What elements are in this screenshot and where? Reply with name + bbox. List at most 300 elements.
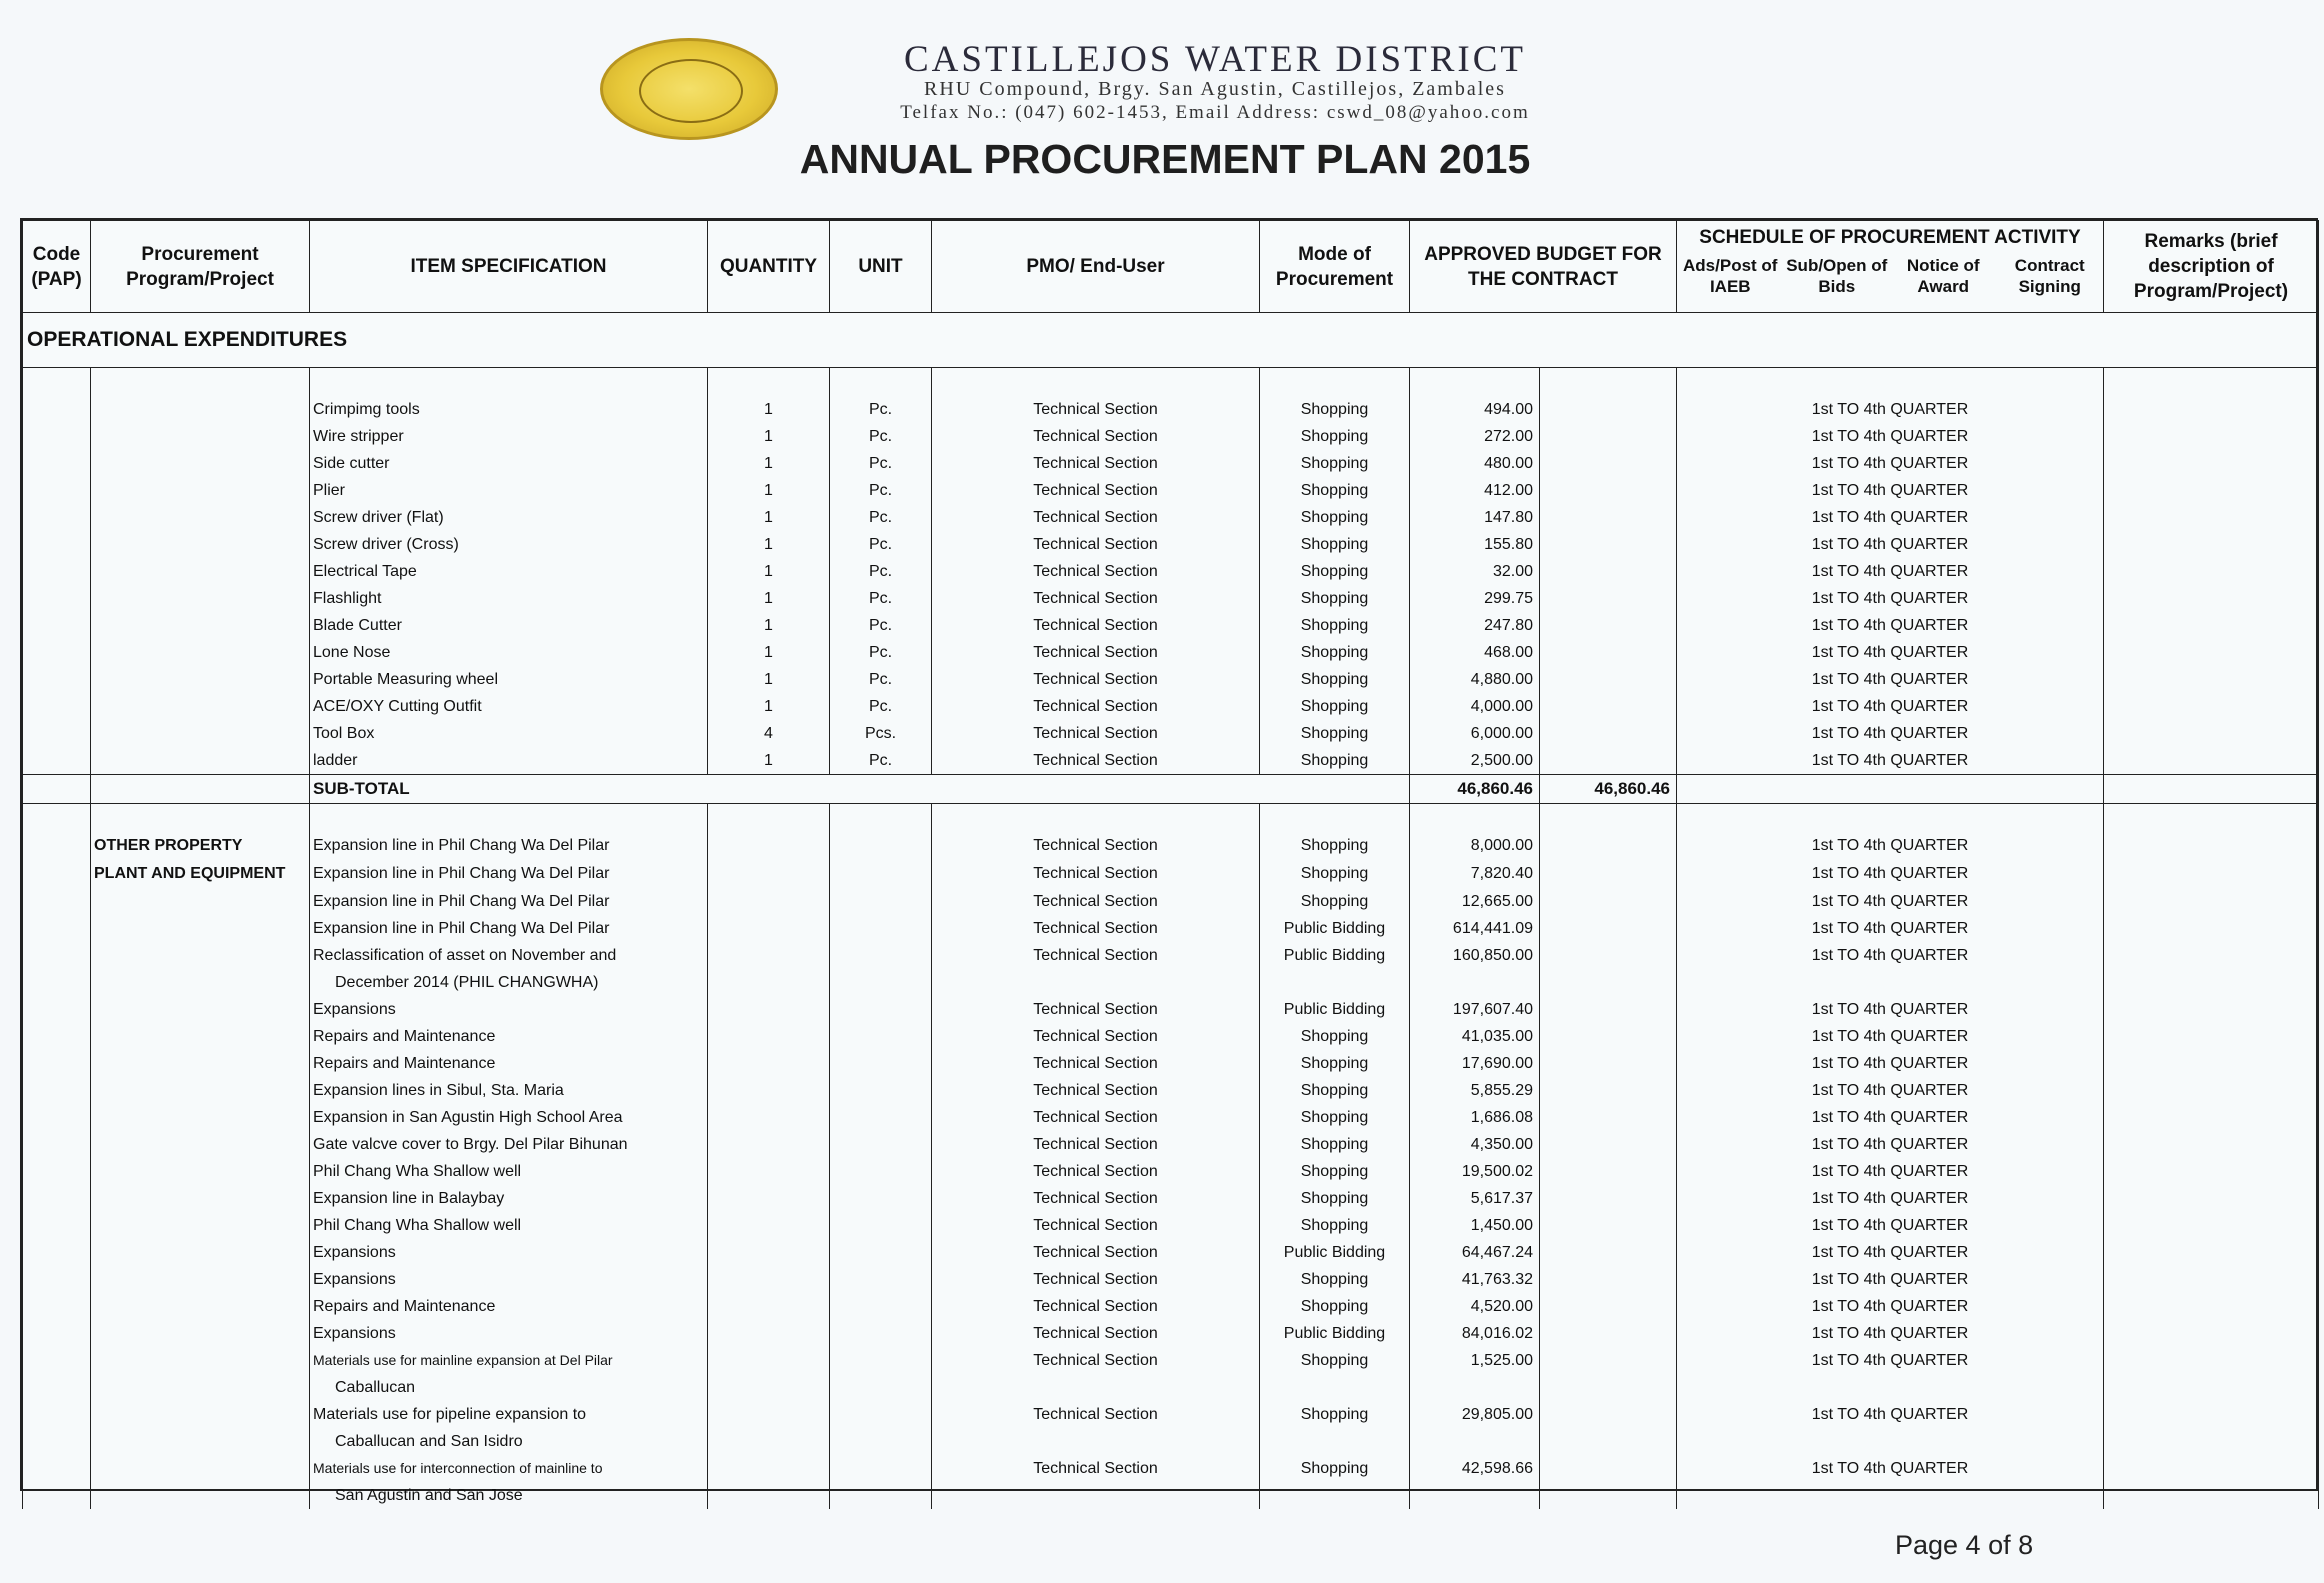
- table-row: [23, 1212, 2319, 1239]
- spec-cell: [310, 860, 708, 888]
- spec-text: Materials use for mainline expansion at Del Pilar: [313, 1352, 613, 1368]
- unit-cell: [830, 1401, 932, 1455]
- mode-cell: Shopping: [1260, 1158, 1410, 1185]
- remarks-cell: [2104, 612, 2319, 639]
- quantity-cell: [708, 1212, 830, 1239]
- code-cell: [23, 666, 91, 693]
- remarks-cell: [2104, 639, 2319, 666]
- district-seal-icon: [600, 38, 778, 140]
- pmo-cell: Technical Section: [932, 832, 1260, 860]
- amount-cell: 29,805.00: [1410, 1401, 1540, 1455]
- total-cell: [1540, 1401, 1677, 1455]
- pmo-cell: Technical Section: [932, 1347, 1260, 1401]
- schedule-cell: 1st TO 4th QUARTER: [1677, 1401, 2104, 1455]
- table-row: [23, 666, 2319, 693]
- quantity-cell: [708, 1185, 830, 1212]
- pmo-cell: Technical Section: [932, 1401, 1260, 1455]
- program-cell: [91, 888, 310, 915]
- remarks-cell: [2104, 531, 2319, 558]
- mode-cell: Shopping: [1260, 1023, 1410, 1050]
- amount-cell: 17,690.00: [1410, 1050, 1540, 1077]
- quantity-cell: [708, 1158, 830, 1185]
- schedule-cell: 1st TO 4th QUARTER: [1677, 915, 2104, 942]
- amount-cell: 272.00: [1410, 423, 1540, 450]
- schedule-title: SCHEDULE OF PROCUREMENT ACTIVITY: [1699, 227, 2081, 248]
- program-cell: [91, 1347, 310, 1401]
- unit-cell: [830, 1347, 932, 1401]
- total-cell: [1540, 639, 1677, 666]
- unit-cell: [830, 1158, 932, 1185]
- pmo-cell: Technical Section: [932, 942, 1260, 996]
- pmo-cell: Technical Section: [932, 558, 1260, 585]
- remarks-cell: [2104, 888, 2319, 915]
- amount-cell: 4,520.00: [1410, 1293, 1540, 1320]
- table-row: [23, 1239, 2319, 1266]
- schedule-cell: 1st TO 4th QUARTER: [1677, 1050, 2104, 1077]
- table-row: [23, 423, 2319, 450]
- code-cell: [23, 1050, 91, 1077]
- spec-cell: [310, 1455, 708, 1509]
- mode-cell: Public Bidding: [1260, 996, 1410, 1023]
- remarks-cell: [2104, 423, 2319, 450]
- unit-cell: Pc.: [830, 423, 932, 450]
- table-row: [23, 693, 2319, 720]
- spec-cell: [310, 996, 708, 1023]
- header-unit: UNIT: [830, 221, 932, 313]
- total-cell: [1540, 1185, 1677, 1212]
- amount-cell: 494.00: [1410, 396, 1540, 423]
- total-cell: [1540, 860, 1677, 888]
- program-cell: [91, 612, 310, 639]
- schedule-cell: 1st TO 4th QUARTER: [1677, 942, 2104, 996]
- spec-cell: [310, 888, 708, 915]
- schedule-cell: 1st TO 4th QUARTER: [1677, 693, 2104, 720]
- quantity-cell: [708, 1131, 830, 1158]
- spec-cell: Plier: [310, 477, 708, 504]
- spacer-row: [23, 804, 2319, 833]
- quantity-cell: [708, 1401, 830, 1455]
- unit-cell: Pc.: [830, 693, 932, 720]
- remarks-cell: [2104, 1131, 2319, 1158]
- table-row: [23, 531, 2319, 558]
- table-row: [23, 1455, 2319, 1509]
- spec-cell: Side cutter: [310, 450, 708, 477]
- total-cell: [1540, 1293, 1677, 1320]
- schedule-cell: 1st TO 4th QUARTER: [1677, 1320, 2104, 1347]
- empty-cell: [932, 368, 1260, 397]
- remarks-cell: [2104, 775, 2319, 804]
- program-cell: [91, 504, 310, 531]
- spec-text: Reclassification of asset on November and: [313, 947, 617, 964]
- code-cell: [23, 1455, 91, 1509]
- remarks-cell: [2104, 1023, 2319, 1050]
- schedule-cell: 1st TO 4th QUARTER: [1677, 666, 2104, 693]
- total-cell: [1540, 477, 1677, 504]
- unit-cell: Pcs.: [830, 720, 932, 747]
- mode-cell: Shopping: [1260, 1455, 1410, 1509]
- remarks-cell: [2104, 1266, 2319, 1293]
- code-cell: [23, 747, 91, 775]
- mode-cell: Shopping: [1260, 612, 1410, 639]
- schedule-cell: 1st TO 4th QUARTER: [1677, 504, 2104, 531]
- pmo-cell: Technical Section: [932, 450, 1260, 477]
- spec-cell: [310, 1077, 708, 1104]
- program-cell: [91, 585, 310, 612]
- spec-cell: [310, 1050, 708, 1077]
- mode-cell: Shopping: [1260, 1077, 1410, 1104]
- code-cell: [23, 996, 91, 1023]
- remarks-cell: [2104, 666, 2319, 693]
- schedule-ads: Ads/Post of IAEB: [1683, 256, 1778, 296]
- schedule-cell: 1st TO 4th QUARTER: [1677, 832, 2104, 860]
- quantity-cell: [708, 1023, 830, 1050]
- schedule-cell: 1st TO 4th QUARTER: [1677, 860, 2104, 888]
- spec-text: Repairs and Maintenance: [313, 1055, 496, 1072]
- unit-cell: [830, 1320, 932, 1347]
- quantity-cell: [708, 1266, 830, 1293]
- program-cell: [91, 775, 310, 804]
- section-label: OPERATIONAL EXPENDITURES: [23, 313, 2319, 368]
- pmo-cell: Technical Section: [932, 531, 1260, 558]
- total-cell: [1540, 450, 1677, 477]
- remarks-cell: [2104, 477, 2319, 504]
- mode-cell: Shopping: [1260, 1185, 1410, 1212]
- spec-text: Expansion line in Phil Chang Wa Del Pilar: [313, 893, 610, 910]
- header-pmo: PMO/ End-User: [932, 221, 1260, 313]
- total-cell: [1540, 915, 1677, 942]
- spec-cell: Flashlight: [310, 585, 708, 612]
- schedule-cell: 1st TO 4th QUARTER: [1677, 1185, 2104, 1212]
- mode-cell: Shopping: [1260, 720, 1410, 747]
- quantity-cell: 1: [708, 558, 830, 585]
- code-cell: [23, 423, 91, 450]
- amount-cell: 247.80: [1410, 612, 1540, 639]
- table-row: [23, 1266, 2319, 1293]
- program-cell: [91, 1104, 310, 1131]
- header-quantity: QUANTITY: [708, 221, 830, 313]
- empty-cell: [1260, 804, 1410, 833]
- total-cell: [1540, 504, 1677, 531]
- empty-cell: [1410, 804, 1540, 833]
- program-cell: [91, 531, 310, 558]
- total-cell: [1540, 1158, 1677, 1185]
- pmo-cell: Technical Section: [932, 504, 1260, 531]
- amount-cell: 2,500.00: [1410, 747, 1540, 775]
- procurement-table: [20, 218, 2318, 1504]
- unit-cell: [830, 1212, 932, 1239]
- schedule-cell: 1st TO 4th QUARTER: [1677, 888, 2104, 915]
- unit-cell: [830, 915, 932, 942]
- org-contact: Telfax No.: (047) 602-1453, Email Address: cswd_08@yahoo.com: [900, 102, 1530, 123]
- total-cell: [1540, 396, 1677, 423]
- schedule-sub-open: Sub/Open of Bids: [1786, 256, 1888, 296]
- amount-cell: 41,763.32: [1410, 1266, 1540, 1293]
- remarks-cell: [2104, 1455, 2319, 1509]
- pmo-cell: Technical Section: [932, 860, 1260, 888]
- remarks-cell: [2104, 747, 2319, 775]
- mode-cell: Public Bidding: [1260, 915, 1410, 942]
- empty-cell: [2104, 804, 2319, 833]
- mode-cell: Public Bidding: [1260, 1239, 1410, 1266]
- remarks-cell: [2104, 1320, 2319, 1347]
- spec-text: Phil Chang Wha Shallow well: [313, 1217, 522, 1234]
- unit-cell: Pc.: [830, 747, 932, 775]
- empty-cell: [23, 804, 91, 833]
- program-cell: [91, 1320, 310, 1347]
- spec-cell: ACE/OXY Cutting Outfit: [310, 693, 708, 720]
- program-cell: [91, 1050, 310, 1077]
- unit-cell: Pc.: [830, 612, 932, 639]
- quantity-cell: 1: [708, 585, 830, 612]
- mode-cell: Shopping: [1260, 450, 1410, 477]
- table-row: [23, 1131, 2319, 1158]
- program-cell: [91, 639, 310, 666]
- table-row: [23, 747, 2319, 775]
- spec-cell: Wire stripper: [310, 423, 708, 450]
- quantity-cell: 1: [708, 531, 830, 558]
- mode-cell: Shopping: [1260, 639, 1410, 666]
- program-cell: [91, 720, 310, 747]
- mode-cell: Shopping: [1260, 832, 1410, 860]
- amount-cell: 84,016.02: [1410, 1320, 1540, 1347]
- pmo-cell: Technical Section: [932, 1023, 1260, 1050]
- quantity-cell: 1: [708, 666, 830, 693]
- remarks-cell: [2104, 832, 2319, 860]
- total-cell: [1540, 1050, 1677, 1077]
- quantity-cell: [708, 888, 830, 915]
- pmo-cell: Technical Section: [932, 1185, 1260, 1212]
- amount-cell: 160,850.00: [1410, 942, 1540, 996]
- unit-cell: Pc.: [830, 639, 932, 666]
- total-cell: [1540, 558, 1677, 585]
- unit-cell: [830, 1266, 932, 1293]
- remarks-cell: [2104, 942, 2319, 996]
- unit-cell: Pc.: [830, 585, 932, 612]
- program-cell: [91, 1401, 310, 1455]
- total-cell: [1540, 531, 1677, 558]
- program-cell: [91, 1212, 310, 1239]
- header-mode: Mode of Procurement: [1260, 221, 1410, 313]
- spec-text: Phil Chang Wha Shallow well: [313, 1163, 522, 1180]
- remarks-cell: [2104, 1347, 2319, 1401]
- program-cell: [91, 1293, 310, 1320]
- amount-cell: 8,000.00: [1410, 832, 1540, 860]
- quantity-cell: [708, 832, 830, 860]
- unit-cell: [830, 1131, 932, 1158]
- spec-cell: [310, 1320, 708, 1347]
- amount-cell: 299.75: [1410, 585, 1540, 612]
- code-cell: [23, 915, 91, 942]
- quantity-cell: 1: [708, 693, 830, 720]
- quantity-cell: [708, 915, 830, 942]
- total-cell: [1540, 1023, 1677, 1050]
- schedule-cell: 1st TO 4th QUARTER: [1677, 1158, 2104, 1185]
- spec-text: Materials use for pipeline expansion to: [313, 1406, 587, 1423]
- table-row: [23, 915, 2319, 942]
- unit-cell: [830, 942, 932, 996]
- remarks-cell: [2104, 915, 2319, 942]
- schedule-cell: 1st TO 4th QUARTER: [1677, 558, 2104, 585]
- program-cell: [91, 693, 310, 720]
- empty-cell: [1540, 804, 1677, 833]
- header-spec: ITEM SPECIFICATION: [310, 221, 708, 313]
- empty-cell: [1540, 368, 1677, 397]
- program-cell: [91, 450, 310, 477]
- spec-cell: [310, 1158, 708, 1185]
- code-cell: [23, 1023, 91, 1050]
- pmo-cell: Technical Section: [932, 585, 1260, 612]
- pmo-cell: Technical Section: [932, 1131, 1260, 1158]
- unit-cell: [830, 996, 932, 1023]
- schedule-cell: 1st TO 4th QUARTER: [1677, 1212, 2104, 1239]
- schedule-cell: 1st TO 4th QUARTER: [1677, 477, 2104, 504]
- total-cell: [1540, 888, 1677, 915]
- table-row: [23, 477, 2319, 504]
- document-title: ANNUAL PROCUREMENT PLAN 2015: [799, 136, 1531, 182]
- quantity-cell: [708, 1347, 830, 1401]
- program-cell: [91, 1158, 310, 1185]
- spec-text: Expansions: [313, 1001, 396, 1018]
- unit-cell: Pc.: [830, 396, 932, 423]
- remarks-cell: [2104, 1158, 2319, 1185]
- pmo-cell: Technical Section: [932, 477, 1260, 504]
- total-cell: [1540, 1320, 1677, 1347]
- empty-cell: [932, 804, 1260, 833]
- schedule-cell: 1st TO 4th QUARTER: [1677, 1293, 2104, 1320]
- schedule-cell: 1st TO 4th QUARTER: [1677, 1455, 2104, 1509]
- amount-cell: 4,000.00: [1410, 693, 1540, 720]
- remarks-cell: [2104, 585, 2319, 612]
- quantity-cell: [708, 1239, 830, 1266]
- org-address: RHU Compound, Brgy. San Agustin, Castillejos, Zambales: [924, 78, 1506, 100]
- table-row: [23, 639, 2319, 666]
- table-row: [23, 1077, 2319, 1104]
- unit-cell: [830, 1023, 932, 1050]
- program-cell: [91, 1023, 310, 1050]
- total-cell: [1540, 666, 1677, 693]
- code-cell: [23, 860, 91, 888]
- quantity-cell: 1: [708, 747, 830, 775]
- spec-cell: [310, 915, 708, 942]
- total-cell: [1540, 1131, 1677, 1158]
- remarks-cell: [2104, 558, 2319, 585]
- spec-cell: [310, 1212, 708, 1239]
- org-name: CASTILLEJOS WATER DISTRICT: [903, 39, 1527, 80]
- spec-text: Expansion lines in Sibul, Sta. Maria: [313, 1082, 564, 1099]
- unit-cell: [830, 1185, 932, 1212]
- pmo-cell: Technical Section: [932, 1320, 1260, 1347]
- code-cell: [23, 639, 91, 666]
- schedule-contract: Contract Signing: [2014, 256, 2085, 296]
- total-cell: [1540, 1212, 1677, 1239]
- mode-cell: Shopping: [1260, 585, 1410, 612]
- amount-cell: 19,500.02: [1410, 1158, 1540, 1185]
- table-row: [23, 1401, 2319, 1455]
- spec-cell: [310, 1239, 708, 1266]
- program-cell: [91, 747, 310, 775]
- table-row: [23, 832, 2319, 860]
- code-cell: [23, 1320, 91, 1347]
- remarks-cell: [2104, 1185, 2319, 1212]
- schedule-cell: 1st TO 4th QUARTER: [1677, 585, 2104, 612]
- spec-cell: [310, 1185, 708, 1212]
- total-cell: [1540, 1077, 1677, 1104]
- spec-cell: [310, 1266, 708, 1293]
- section-row: [23, 313, 2319, 368]
- amount-cell: 197,607.40: [1410, 996, 1540, 1023]
- empty-cell: [1410, 368, 1540, 397]
- schedule-cell: 1st TO 4th QUARTER: [1677, 1266, 2104, 1293]
- schedule-cell: 1st TO 4th QUARTER: [1677, 396, 2104, 423]
- remarks-cell: [2104, 450, 2319, 477]
- spec-text: Expansion line in Phil Chang Wa Del Pilar: [313, 865, 610, 882]
- header-code: Code (PAP): [23, 221, 91, 313]
- total-cell: [1540, 423, 1677, 450]
- pmo-cell: Technical Section: [932, 666, 1260, 693]
- unit-cell: [830, 1050, 932, 1077]
- unit-cell: [830, 1239, 932, 1266]
- total-cell: [1540, 832, 1677, 860]
- header-remarks: Remarks (brief description of Program/Project): [2104, 221, 2319, 313]
- amount-cell: 42,598.66: [1410, 1455, 1540, 1509]
- amount-cell: 41,035.00: [1410, 1023, 1540, 1050]
- unit-cell: [830, 860, 932, 888]
- code-cell: [23, 1239, 91, 1266]
- total-cell: [1540, 1239, 1677, 1266]
- quantity-cell: [708, 1077, 830, 1104]
- code-cell: [23, 693, 91, 720]
- mode-cell: Shopping: [1260, 1104, 1410, 1131]
- total-cell: [1540, 720, 1677, 747]
- table-row: [23, 585, 2319, 612]
- table-row: [23, 1050, 2319, 1077]
- table-row: [23, 504, 2319, 531]
- pmo-cell: Technical Section: [932, 996, 1260, 1023]
- mode-cell: Shopping: [1260, 693, 1410, 720]
- empty-cell: [310, 368, 708, 397]
- program-cell: [91, 1455, 310, 1509]
- mode-cell: Shopping: [1260, 531, 1410, 558]
- remarks-cell: [2104, 1050, 2319, 1077]
- unit-cell: Pc.: [830, 531, 932, 558]
- unit-cell: Pc.: [830, 504, 932, 531]
- mode-cell: Shopping: [1260, 1347, 1410, 1401]
- remarks-cell: [2104, 504, 2319, 531]
- amount-cell: 4,350.00: [1410, 1131, 1540, 1158]
- schedule-cell: 1st TO 4th QUARTER: [1677, 996, 2104, 1023]
- spec-cell: Screw driver (Flat): [310, 504, 708, 531]
- code-cell: [23, 504, 91, 531]
- spec-cell: [310, 1401, 708, 1455]
- table-row: [23, 1185, 2319, 1212]
- quantity-cell: 1: [708, 396, 830, 423]
- table-row: [23, 612, 2319, 639]
- amount-cell: 5,617.37: [1410, 1185, 1540, 1212]
- remarks-cell: [2104, 693, 2319, 720]
- total-cell: [1540, 585, 1677, 612]
- table-row: [23, 942, 2319, 996]
- remarks-cell: [2104, 396, 2319, 423]
- total-cell: [1540, 1347, 1677, 1401]
- spec-cell: ladder: [310, 747, 708, 775]
- header-schedule: [1677, 221, 2104, 313]
- amount-cell: 12,665.00: [1410, 888, 1540, 915]
- amount-cell: 1,450.00: [1410, 1212, 1540, 1239]
- spec-cell: [310, 1131, 708, 1158]
- total-cell: [1540, 1266, 1677, 1293]
- remarks-cell: [2104, 1239, 2319, 1266]
- program-label-line1: OTHER PROPERTY: [91, 832, 310, 860]
